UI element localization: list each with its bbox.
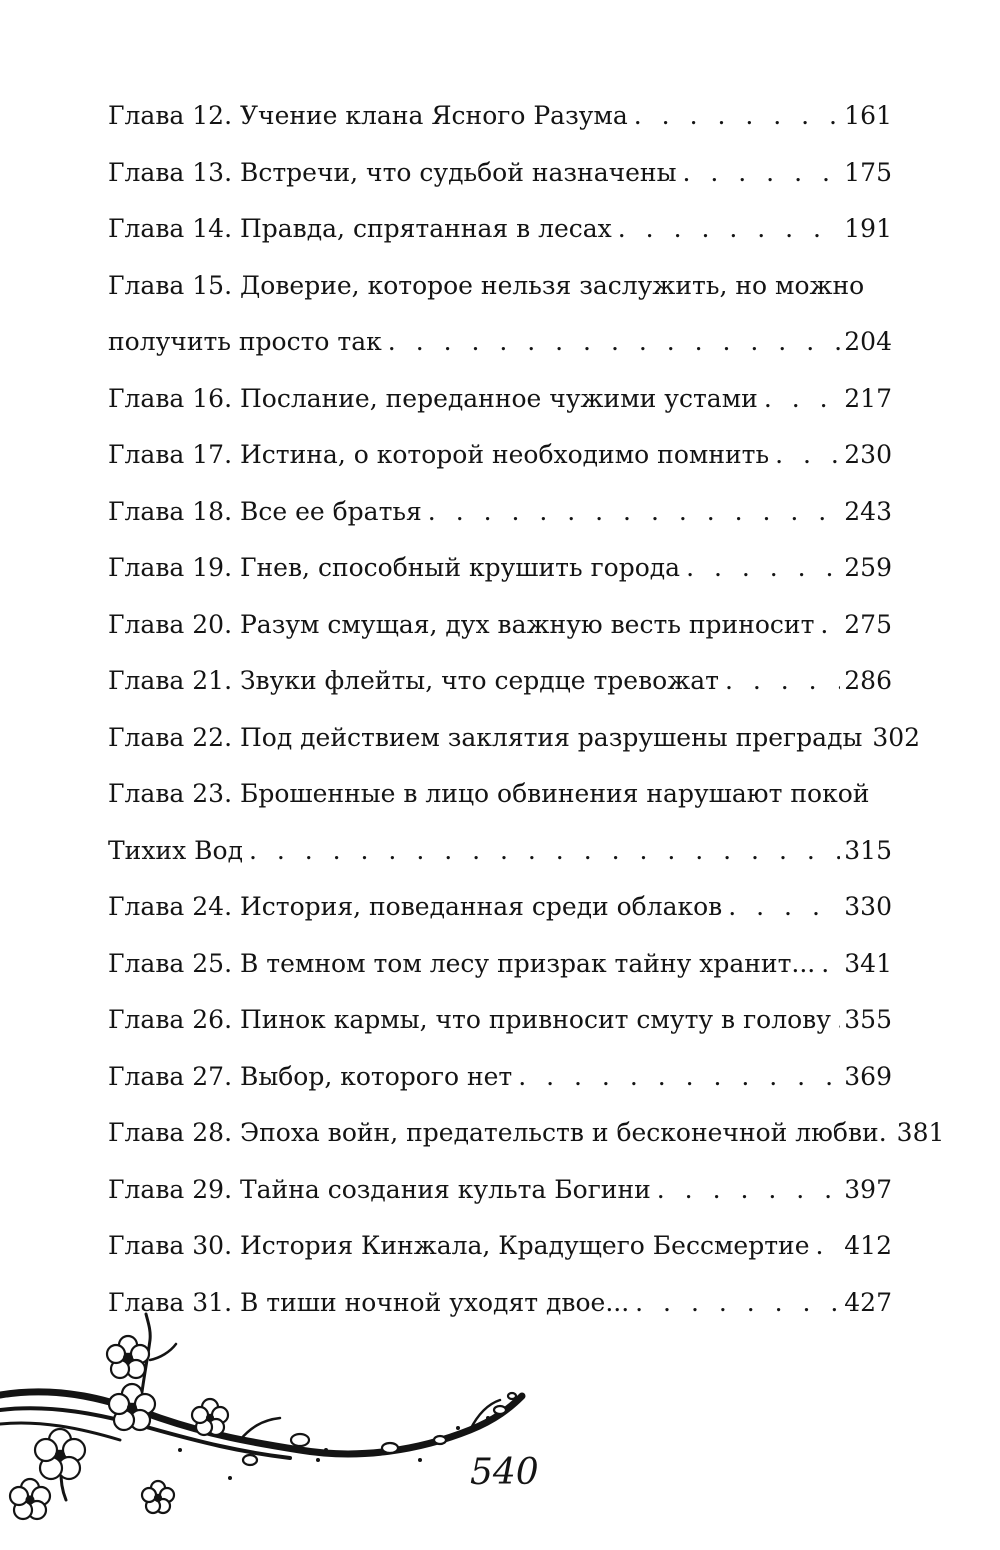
page-number: 397 <box>844 1174 892 1204</box>
dot-leader <box>683 145 841 202</box>
toc-entry[interactable] <box>108 1162 892 1219</box>
blossom-bud <box>243 1455 257 1465</box>
chapter-title: Глава 27. Выбор, которого нет <box>108 1061 513 1091</box>
dot-leader <box>728 879 840 936</box>
dot-leader <box>686 540 840 597</box>
dot-leader <box>820 597 840 654</box>
toc-entry[interactable] <box>108 992 892 1049</box>
page-number: 330 <box>844 892 892 921</box>
toc-entry[interactable] <box>108 371 892 428</box>
chapter-title-line-1: Глава 15. Доверие, которое нельзя заслужить, но можно <box>108 270 865 300</box>
chapter-title: Глава 21. Звуки флейты, что сердце тревожат <box>108 666 719 695</box>
toc-entry[interactable] <box>108 88 892 145</box>
page-number: 369 <box>844 1061 892 1091</box>
page-number: 427 <box>844 1287 892 1317</box>
toc-entry[interactable] <box>108 879 892 936</box>
page-number: 341 <box>844 948 892 978</box>
toc-entry[interactable] <box>108 597 892 654</box>
page-number: 243 <box>844 496 892 526</box>
chapter-title: Глава 13. Встречи, что судьбой назначены <box>108 157 677 187</box>
toc-entry[interactable] <box>108 766 892 879</box>
dot-leader <box>518 1049 840 1106</box>
stamen-dot <box>418 1458 422 1462</box>
page-folio: 540 <box>470 1452 539 1493</box>
dot-leader <box>775 427 840 484</box>
dot-leader <box>821 936 840 993</box>
toc-entry[interactable] <box>108 936 892 993</box>
page-number: 175 <box>844 157 892 187</box>
page-number: 355 <box>844 1005 892 1034</box>
page-number: 161 <box>844 101 892 130</box>
blossom-bud <box>494 1406 506 1414</box>
chapter-title: Глава 28. Эпоха войн, предательств и бесконечной любви. <box>108 1118 887 1147</box>
stamen-dot <box>324 1448 328 1452</box>
stamen-dot <box>178 1448 182 1452</box>
dot-leader <box>635 1275 840 1332</box>
page-number: 412 <box>844 1231 892 1260</box>
table-of-contents <box>108 88 945 1331</box>
stamen-dot <box>456 1426 460 1430</box>
dot-leader <box>725 653 840 710</box>
page-number: 230 <box>844 440 892 469</box>
dot-leader <box>657 1162 841 1219</box>
dot-leader <box>249 823 840 880</box>
page-number: 315 <box>844 835 892 865</box>
twig-stroke <box>150 1344 176 1360</box>
toc-entry[interactable] <box>108 540 892 597</box>
dot-leader <box>618 201 841 258</box>
stamen-dot <box>228 1476 232 1480</box>
page-number: 204 <box>844 327 892 356</box>
dot-leader <box>816 1218 841 1275</box>
chapter-title: Глава 25. В темном том лесу призрак тайну хранит... <box>108 948 816 978</box>
page-number: 217 <box>844 383 892 413</box>
dot-leader <box>764 371 840 428</box>
chapter-title: Глава 12. Учение клана Ясного Разума <box>108 101 628 130</box>
toc-entry[interactable] <box>108 427 892 484</box>
page-number: 259 <box>844 553 892 582</box>
chapter-title: Глава 20. Разум смущая, дух важную весть приносит <box>108 609 815 639</box>
page-number: 191 <box>844 214 892 243</box>
chapter-title: получить просто так <box>108 327 382 356</box>
toc-entry[interactable] <box>108 1049 892 1106</box>
dot-leader <box>388 314 840 371</box>
blossom-flower <box>35 1429 85 1479</box>
toc-entry[interactable] <box>108 1218 892 1275</box>
blossom-flower <box>142 1481 174 1513</box>
blossom-bud <box>382 1443 398 1453</box>
chapter-title: Тихих Вод <box>108 835 243 865</box>
toc-entry[interactable] <box>108 484 892 541</box>
chapter-title: Глава 26. Пинок кармы, что привносит смуту в голову <box>108 1005 831 1034</box>
blossom-flower <box>109 1384 155 1430</box>
chapter-title: Глава 14. Правда, спрятанная в лесах <box>108 214 612 243</box>
blossom-bud <box>291 1434 309 1446</box>
toc-entry[interactable] <box>108 201 892 258</box>
page-number: 381 <box>896 1118 945 1147</box>
chapter-title: Глава 31. В тиши ночной уходят двое... <box>108 1287 630 1317</box>
chapter-title: Глава 29. Тайна создания культа Богини <box>108 1174 651 1204</box>
chapter-title: Глава 24. История, поведанная среди облаков <box>108 892 723 921</box>
toc-entry[interactable] <box>108 710 921 767</box>
stamen-dot <box>486 1416 490 1420</box>
twig-stroke <box>240 1418 280 1440</box>
cherry-blossom-branch-icon <box>0 1300 540 1530</box>
chapter-title: Глава 17. Истина, о которой необходимо помнить <box>108 440 770 469</box>
blossom-flower <box>192 1399 228 1435</box>
toc-entry[interactable] <box>108 653 892 710</box>
toc-entry[interactable] <box>108 145 892 202</box>
toc-entry[interactable] <box>108 258 892 371</box>
blossom-flower <box>107 1336 149 1378</box>
chapter-title: Глава 30. История Кинжала, Крадущего Бессмертие <box>108 1231 810 1260</box>
dot-leader <box>634 88 841 145</box>
chapter-title: Глава 22. Под действием заклятия разрушены преграды <box>108 722 863 752</box>
page-number: 302 <box>872 722 921 752</box>
dot-leader <box>428 484 840 541</box>
blossom-flower <box>10 1479 50 1519</box>
chapter-title: Глава 19. Гнев, способный крушить города <box>108 553 681 582</box>
blossom-bud <box>508 1393 516 1399</box>
page-number: 286 <box>844 666 892 695</box>
blossom-bud <box>434 1436 446 1444</box>
toc-entry[interactable] <box>108 1105 945 1162</box>
chapter-title: Глава 16. Послание, переданное чужими устами <box>108 383 758 413</box>
chapter-title: Глава 18. Все ее братья <box>108 496 422 526</box>
stamen-dot <box>316 1458 320 1462</box>
chapter-title-line-1: Глава 23. Брошенные в лицо обвинения нарушают покой <box>108 779 870 808</box>
dot-leader <box>837 992 840 1049</box>
page-number: 275 <box>844 609 892 639</box>
